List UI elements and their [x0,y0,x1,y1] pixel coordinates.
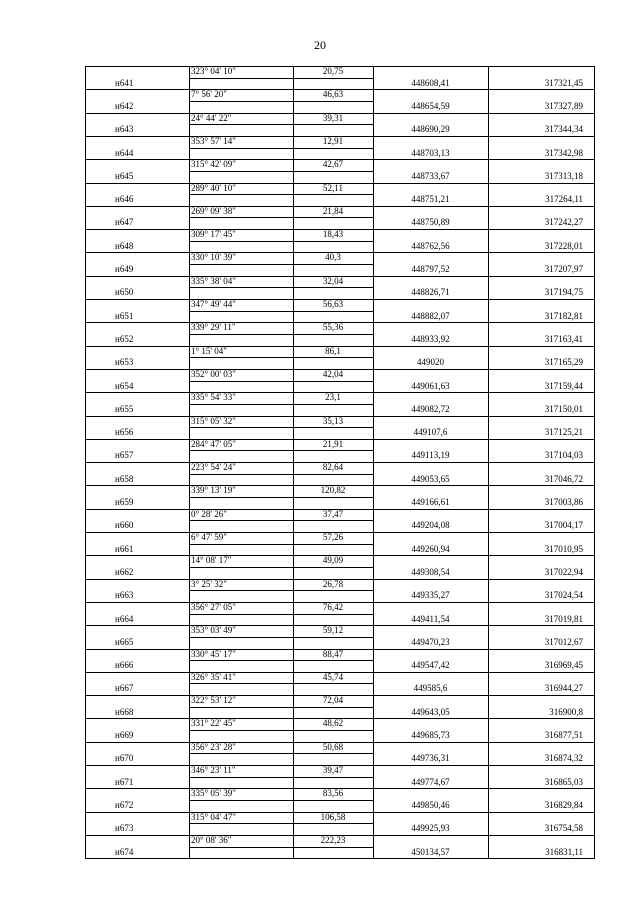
coordinate-y: 317003,86 [544,497,583,508]
segment-row [85,136,595,148]
direction-angle: 356° 27' 05" [191,601,236,612]
point-row [85,823,595,835]
coordinate-y: 317046,72 [544,473,583,484]
segment-row [85,462,595,474]
point-name: н665 [115,636,134,647]
point-name: н669 [115,730,134,741]
segment-length: 106,58 [320,811,346,822]
segment-row [85,252,595,264]
segment-row [85,416,595,428]
segment-length: 20,75 [322,66,344,76]
segment-length: 222,23 [320,834,346,845]
point-row [85,683,595,695]
segment-row [85,322,595,334]
coordinate-x: 449020 [417,357,444,368]
segment-row [85,229,595,241]
direction-angle: 14° 08' 17" [191,555,232,566]
point-row [85,800,595,812]
point-row [85,427,595,439]
direction-angle: 353° 57' 14" [191,135,236,146]
coordinate-x: 449585,6 [413,683,448,694]
direction-angle: 309° 17' 45" [191,229,236,240]
point-row [85,241,595,253]
segment-length: 120,82 [320,485,346,496]
coordinate-y: 316877,51 [544,730,583,741]
direction-angle: 353° 03' 49" [191,625,236,636]
coordinate-x: 449107,6 [413,427,448,438]
direction-angle: 20° 08' 36" [191,834,232,845]
segment-length: 57,26 [322,532,344,542]
coordinate-y: 317194,75 [544,287,583,298]
coordinate-x: 448797,52 [411,264,450,275]
segment-row [85,439,595,451]
segment-length: 52,11 [323,182,343,193]
direction-angle: 326° 35' 41" [191,671,236,682]
direction-angle: 352° 00' 03" [191,368,236,379]
segment-length: 46,63 [322,89,344,100]
segment-row [85,835,595,847]
segment-length: 83,56 [322,788,344,799]
coordinate-x: 449547,42 [411,660,450,671]
segment-row [85,299,595,311]
segment-length: 21,84 [322,205,344,216]
coordinate-y: 317313,18 [544,170,583,181]
segment-row [85,369,595,381]
segment-length: 42,67 [322,159,344,170]
segment-length: 50,68 [322,741,344,752]
coordinate-y: 317228,01 [544,240,583,251]
point-name: н664 [115,613,134,624]
point-row [85,287,595,299]
coordinate-x: 448608,41 [411,77,450,88]
coordinate-y: 316944,27 [544,683,583,694]
point-name: н647 [115,217,134,228]
coordinate-y: 316874,32 [544,753,583,764]
direction-angle: 339° 13' 19" [191,485,236,496]
segment-length: 76,42 [322,601,344,612]
point-name: н673 [115,823,134,834]
point-name: н662 [115,566,134,577]
coordinate-y: 317104,03 [544,450,583,461]
point-row [85,730,595,742]
direction-angle: 24° 44' 22" [191,112,232,123]
segment-row [85,183,595,195]
coordinate-x: 449061,63 [411,380,450,391]
coordinate-x: 448690,29 [411,124,450,135]
point-row [85,311,595,323]
point-row [85,194,595,206]
point-row [85,404,595,416]
segment-length: 72,04 [322,695,344,706]
segment-row [85,89,595,101]
coordinate-x: 449053,65 [411,473,450,484]
coordinate-y: 317342,98 [544,147,583,158]
coordinate-x: 449166,61 [411,497,450,508]
point-row [85,450,595,462]
coordinate-y: 317010,95 [544,543,583,554]
segment-row [85,788,595,800]
coordinate-y: 317024,54 [544,590,583,601]
segment-row [85,555,595,567]
direction-angle: 269° 09' 38" [191,205,236,216]
coordinate-y: 316865,03 [544,776,583,787]
direction-angle: 346° 23' 11" [191,765,236,775]
segment-length: 42,04 [322,368,344,379]
point-row [85,847,595,859]
segment-length: 35,13 [322,415,344,426]
direction-angle: 3° 25' 32" [191,578,227,589]
segment-length: 59,12 [322,625,344,636]
segment-row [85,579,595,591]
coordinate-y: 317182,81 [544,310,583,321]
point-row [85,614,595,626]
segment-length: 82,64 [322,462,344,473]
direction-angle: 315° 42' 09" [191,159,236,170]
point-name: н654 [115,380,134,391]
segment-row [85,485,595,497]
coordinate-x: 449082,72 [411,403,450,414]
coordinate-y: 317125,21 [544,427,583,438]
coordinate-x: 449308,54 [411,566,450,577]
direction-angle: 335° 54' 33" [191,392,236,403]
point-row [85,753,595,765]
segment-row [85,812,595,824]
direction-angle: 223° 54' 24" [191,462,236,473]
coordinate-y: 317159,44 [544,380,583,391]
point-row [85,264,595,276]
coordinate-x: 449260,94 [411,543,450,554]
segment-length: 39,31 [322,112,344,123]
coordinate-y: 317207,97 [544,264,583,275]
point-name: н646 [115,194,134,205]
coordinate-x: 448751,21 [411,194,450,205]
segment-length: 56,63 [322,299,344,309]
point-name: н663 [115,590,134,601]
direction-angle: 356° 23' 28" [191,741,236,752]
segment-length: 48,62 [322,718,344,729]
coordinate-x: 448733,67 [411,170,450,181]
coordinate-y: 316900,8 [549,706,583,717]
segment-row [85,66,595,78]
coordinate-x: 449411,54 [411,613,450,624]
point-name: н672 [115,799,134,810]
segment-row [85,113,595,125]
point-row [85,101,595,113]
direction-angle: 315° 04' 47" [191,811,236,822]
coordinate-y: 316969,45 [544,660,583,671]
segment-row [85,718,595,730]
segment-length: 18,43 [322,229,344,240]
point-name: н657 [115,450,134,461]
direction-angle: 330° 45' 17" [191,648,236,659]
point-name: н671 [115,776,134,787]
segment-length: 26,78 [322,578,344,589]
direction-angle: 335° 38' 04" [191,275,236,286]
segment-row [85,159,595,171]
point-name: н653 [115,357,134,368]
coordinate-y: 316754,58 [544,823,583,834]
coordinate-x: 449470,23 [411,636,450,647]
point-row [85,124,595,136]
coordinate-x: 449204,08 [411,520,450,531]
segment-row [85,672,595,684]
segment-row [85,602,595,614]
direction-angle: 289° 40' 10" [191,182,236,193]
coordinate-y: 317004,17 [544,520,583,531]
point-name: н667 [115,683,134,694]
coordinate-x: 448654,59 [411,100,450,111]
point-name: н659 [115,497,134,508]
point-name: н658 [115,473,134,484]
coordinate-y: 316829,84 [544,799,583,810]
segment-length: 40,3 [325,252,341,263]
point-row [85,777,595,789]
point-name: н652 [115,333,134,344]
coordinate-y: 317321,45 [544,77,583,88]
segment-row [85,742,595,754]
point-name: н661 [115,543,134,554]
coordinate-x: 448826,71 [411,287,450,298]
point-name: н668 [115,706,134,717]
point-row [85,474,595,486]
direction-angle: 6° 47' 59" [191,532,227,542]
point-name: н651 [115,310,134,321]
point-row [85,637,595,649]
direction-angle: 315° 05' 32" [191,415,236,426]
point-name: н670 [115,753,134,764]
point-name: н644 [115,147,134,158]
point-row [85,171,595,183]
page-number: 20 [314,38,326,52]
segment-length: 23,1 [325,392,341,403]
direction-angle: 331° 22' 45" [191,718,236,729]
direction-angle: 339° 29' 11" [191,322,236,333]
segment-row [85,206,595,218]
segment-length: 86,1 [325,345,341,356]
coordinate-y: 317163,41 [544,333,583,344]
segment-length: 37,47 [322,508,344,519]
coordinate-x: 448882,07 [411,310,450,321]
direction-angle: 347° 49' 44" [191,299,236,309]
point-row [85,357,595,369]
point-row [85,497,595,509]
coordinate-x: 448933,92 [411,333,450,344]
coordinate-x: 449850,46 [411,799,450,810]
coordinate-y: 317327,89 [544,100,583,111]
point-name: н648 [115,240,134,251]
segment-length: 12,91 [322,135,344,146]
point-name: н656 [115,427,134,438]
segment-row [85,625,595,637]
point-row [85,148,595,160]
coordinate-y: 317264,11 [545,194,583,205]
point-row [85,520,595,532]
point-row [85,707,595,719]
segment-row [85,509,595,521]
segment-row [85,532,595,544]
coordinates-table [85,66,595,858]
coordinate-x: 448762,56 [411,240,450,251]
coordinate-y: 317150,01 [544,403,583,414]
coordinate-x: 449335,27 [411,590,450,601]
segment-length: 21,91 [322,438,344,449]
point-name: н649 [115,264,134,275]
point-name: н655 [115,403,134,414]
table-border-bottom [85,858,595,859]
coordinate-y: 317242,27 [544,217,583,228]
coordinate-y: 316831,11 [545,846,583,857]
point-name: н642 [115,100,134,111]
coordinate-y: 317344,34 [544,124,583,135]
coordinate-x: 448750,89 [411,217,450,228]
segment-row [85,346,595,358]
segment-length: 49,09 [322,555,344,566]
coordinate-x: 448703,13 [411,147,450,158]
point-row [85,217,595,229]
point-row [85,334,595,346]
point-row [85,544,595,556]
direction-angle: 284° 47' 05" [191,438,236,449]
direction-angle: 1° 15' 04" [191,345,227,356]
point-row [85,78,595,90]
direction-angle: 323° 04' 10" [191,66,236,76]
point-name: н666 [115,660,134,671]
point-row [85,590,595,602]
segment-length: 45,74 [322,671,344,682]
direction-angle: 0° 28' 26" [191,508,227,519]
point-name: н650 [115,287,134,298]
direction-angle: 7° 56' 20" [191,89,227,100]
coordinate-x: 449685,73 [411,730,450,741]
point-row [85,660,595,672]
coordinate-x: 449113,19 [411,450,450,461]
point-name: н641 [115,77,134,88]
segment-row [85,649,595,661]
segment-row [85,392,595,404]
coordinate-x: 449774,67 [411,776,450,787]
segment-length: 88,47 [322,648,344,659]
point-name: н643 [115,124,134,135]
point-row [85,381,595,393]
segment-length: 39,47 [322,765,344,775]
coordinate-y: 317022,94 [544,566,583,577]
segment-length: 32,04 [322,275,344,286]
segment-row [85,765,595,777]
coordinate-x: 450134,57 [411,846,450,857]
point-name: н645 [115,170,134,181]
coordinate-y: 317165,29 [544,357,583,368]
coordinate-x: 449925,93 [411,823,450,834]
direction-angle: 335° 05' 39" [191,788,236,799]
point-row [85,567,595,579]
coordinate-y: 317019,81 [544,613,583,624]
segment-row [85,695,595,707]
coordinate-y: 317012,67 [544,636,583,647]
point-name: н674 [115,846,134,857]
point-name: н660 [115,520,134,531]
coordinate-x: 449736,31 [411,753,450,764]
direction-angle: 330° 10' 39" [191,252,236,263]
coordinate-x: 449643,05 [411,706,450,717]
direction-angle: 322° 53' 12" [191,695,236,706]
segment-row [85,276,595,288]
segment-length: 55,36 [322,322,344,333]
